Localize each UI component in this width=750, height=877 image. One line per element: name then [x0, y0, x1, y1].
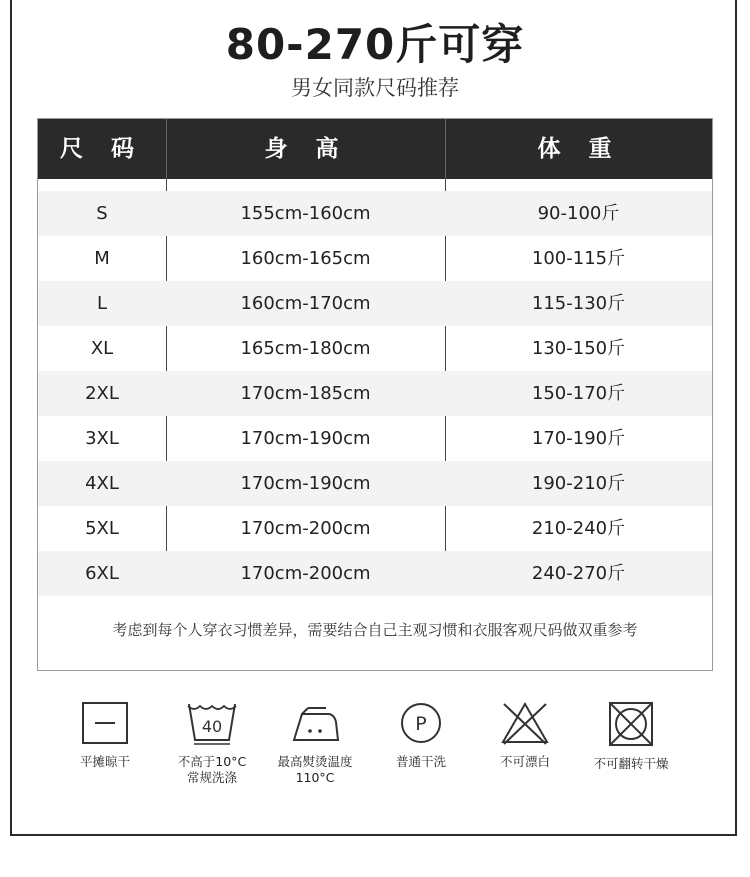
cell-weight: 115-130斤	[531, 293, 626, 314]
header-height: 身 高	[166, 119, 446, 179]
table-row	[38, 461, 712, 506]
cell-size: S	[96, 203, 108, 224]
table-row	[38, 506, 712, 551]
cell-size: XL	[90, 338, 114, 359]
cell-size: M	[94, 248, 110, 269]
svg-text:P: P	[415, 713, 427, 735]
cell-size: 2XL	[85, 383, 119, 404]
care-label: 不可翻转干燥	[593, 756, 669, 771]
cell-weight: 100-115斤	[531, 248, 626, 269]
cell-height: 160cm-170cm	[240, 293, 371, 314]
cell-size: 6XL	[85, 563, 119, 584]
care-item-wash	[157, 700, 267, 786]
care-item-dry-clean	[366, 700, 476, 770]
cell-weight: 210-240斤	[531, 518, 626, 539]
wash-40-icon	[185, 700, 239, 746]
care-label: 不可漂白	[499, 754, 550, 769]
dry-flat-icon	[80, 700, 130, 746]
header-size: 尺 码	[59, 136, 144, 162]
table-row	[38, 281, 712, 326]
cell-weight: 170-190斤	[531, 428, 626, 449]
table-row	[38, 551, 712, 596]
svg-text:40: 40	[201, 717, 223, 736]
table-body	[38, 191, 712, 596]
cell-height: 170cm-190cm	[240, 473, 371, 494]
care-item-iron	[260, 700, 370, 786]
cell-weight: 190-210斤	[531, 473, 626, 494]
cell-height: 155cm-160cm	[240, 203, 371, 224]
cell-height: 165cm-180cm	[240, 338, 371, 359]
care-label: 不高于10°C 常规洗涤	[177, 754, 247, 785]
cell-weight: 240-270斤	[531, 563, 626, 584]
cell-size: 3XL	[85, 428, 119, 449]
dry-clean-p-icon	[398, 700, 444, 746]
table-row	[38, 191, 712, 236]
cell-height: 170cm-200cm	[240, 563, 371, 584]
cell-weight: 150-170斤	[531, 383, 626, 404]
table-row	[38, 416, 712, 461]
table-row	[38, 326, 712, 371]
care-label: 普通干洗	[395, 754, 446, 769]
cell-height: 170cm-185cm	[240, 383, 371, 404]
cell-weight: 90-100斤	[537, 203, 620, 224]
cell-size: 4XL	[85, 473, 119, 494]
no-bleach-icon	[500, 700, 550, 746]
size-note: 考虑到每个人穿衣习惯差异，需要结合自己主观习惯和衣服客观尺码做双重参考	[112, 621, 638, 639]
page-subtitle: 男女同款尺码推荐	[291, 76, 459, 100]
table-row	[38, 371, 712, 416]
table-row	[38, 236, 712, 281]
page-title: 80-270斤可穿	[225, 20, 525, 69]
header-weight: 体 重	[445, 119, 713, 179]
cell-size: 5XL	[85, 518, 119, 539]
cell-height: 170cm-200cm	[240, 518, 371, 539]
iron-icon	[288, 700, 342, 746]
care-item-no-bleach	[470, 700, 580, 770]
care-label: 平摊晾干	[79, 754, 130, 769]
cell-size: L	[96, 293, 108, 314]
care-item-no-tumble-dry	[576, 700, 686, 772]
size-table	[37, 118, 713, 671]
no-tumble-dry-icon	[606, 700, 656, 748]
cell-weight: 130-150斤	[531, 338, 626, 359]
cell-height: 170cm-190cm	[240, 428, 371, 449]
care-label: 最高熨烫温度 110°C	[277, 754, 353, 785]
cell-height: 160cm-165cm	[240, 248, 371, 269]
care-item-dry-flat	[50, 700, 160, 770]
table-header	[38, 119, 712, 179]
